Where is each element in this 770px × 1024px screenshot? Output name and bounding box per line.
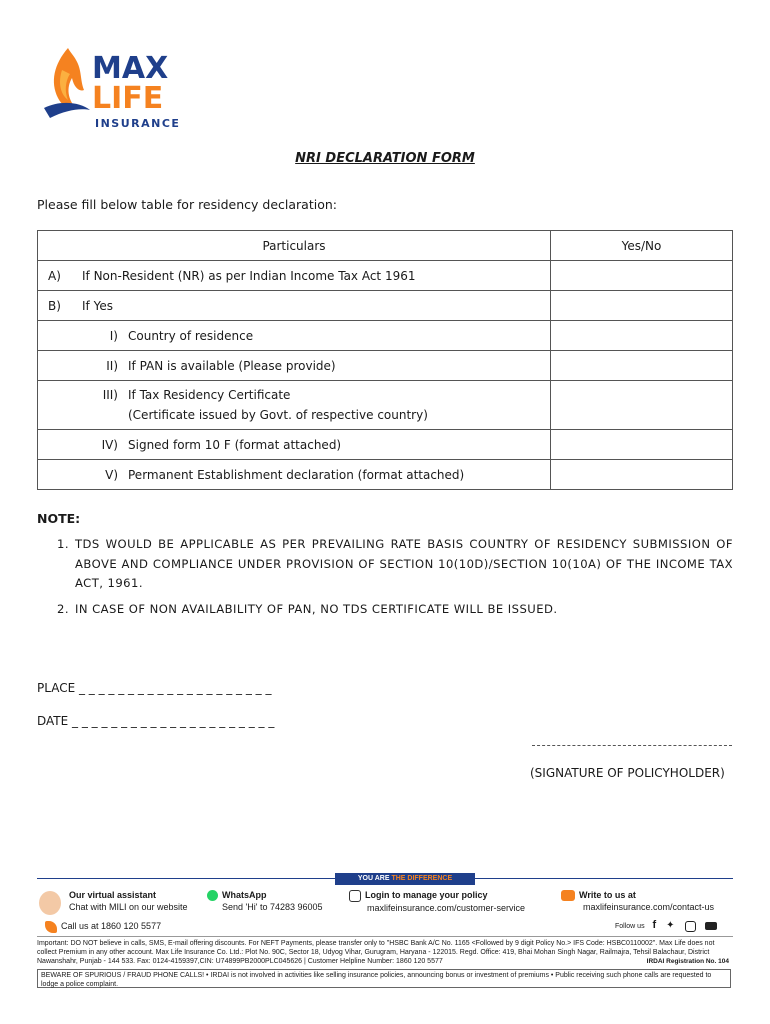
row-label: A) <box>48 268 61 283</box>
footer-rule <box>37 936 733 937</box>
table-row <box>38 261 733 291</box>
login-link[interactable]: Login to manage your policy maxlifeinsurance.com/customer-service <box>349 889 525 914</box>
twitter-icon[interactable]: ✦ <box>666 920 675 931</box>
facebook-icon[interactable]: f <box>652 919 657 931</box>
yes-no-cell[interactable] <box>551 351 733 381</box>
note-item <box>57 600 733 620</box>
note-text: TDS WOULD BE APPLICABLE AS PER PREVAILING RATE BASIS COUNTRY OF RESIDENCY SUBMISSION OF ABOVE AND COMPLIANCE UNDER PROVISION OF SECTION 10(10D)/SECTION 10(10A) OF THE INCOME TAX ACT, 1961. <box>75 537 733 590</box>
row-text: If Yes <box>82 298 113 313</box>
signature-label: (SIGNATURE OF POLICYHOLDER) <box>530 766 725 780</box>
place-field[interactable]: PLACE _ _ _ _ _ _ _ _ _ _ _ _ _ _ _ _ _ _ _ _ <box>37 681 272 695</box>
youtube-icon[interactable] <box>705 922 717 930</box>
table-row <box>38 430 733 460</box>
instagram-icon[interactable] <box>685 921 696 932</box>
svg-text:LIFE: LIFE <box>92 81 164 116</box>
whatsapp-contact[interactable]: WhatsApp Send 'Hi' to 74283 96005 <box>207 889 323 913</box>
virtual-assistant[interactable]: Our virtual assistant Chat with MILI on our website <box>39 889 188 915</box>
flame-icon <box>40 40 200 135</box>
svg-text:MAX: MAX <box>92 51 169 86</box>
row-text: If PAN is available (Please provide) <box>128 358 336 373</box>
note-number: 2. <box>57 602 69 616</box>
write-to-us-link[interactable]: Write to us at maxlifeinsurance.com/contact-us <box>561 889 714 913</box>
row-text: Country of residence <box>128 328 254 343</box>
note-text: IN CASE OF NON AVAILABILITY OF PAN, NO TDS CERTIFICATE WILL BE ISSUED. <box>75 602 558 616</box>
note-number: 1. <box>57 537 69 551</box>
row-label: IV) <box>101 437 118 452</box>
table-row <box>38 381 733 430</box>
row-label: V) <box>105 467 118 482</box>
row-label: III) <box>102 388 118 402</box>
row-label: B) <box>48 298 61 313</box>
table-row <box>38 291 733 321</box>
footer-banner: YOU ARE THE DIFFERENCE <box>335 873 475 885</box>
table-row <box>38 351 733 381</box>
row-label: II) <box>106 358 118 373</box>
signature-line[interactable] <box>532 745 732 746</box>
row-text: If Tax Residency Certificate <box>128 388 291 402</box>
header-particulars: Particulars <box>38 231 551 261</box>
assistant-avatar-icon <box>39 891 61 915</box>
table-header-row <box>38 231 733 261</box>
row-label: I) <box>109 328 118 343</box>
note-item <box>57 535 733 594</box>
residency-table <box>37 230 733 490</box>
form-title: NRI DECLARATION FORM <box>295 151 475 166</box>
date-field[interactable]: DATE _ _ _ _ _ _ _ _ _ _ _ _ _ _ _ _ _ _ _ _ _ <box>37 714 275 728</box>
irdai-registration: IRDAI Registration No. 104 <box>646 958 729 965</box>
note-heading: NOTE: <box>37 511 81 526</box>
fraud-warning: BEWARE OF SPURIOUS / FRAUD PHONE CALLS! • IRDAI is not involved in activities like selling insurance policies, announcing bonus or investment of premiums • Public receiving such phone calls are requested to lodge a police complaint. <box>37 969 731 988</box>
message-icon <box>561 890 575 901</box>
intro-text: Please fill below table for residency declaration: <box>37 197 337 212</box>
row-text: Permanent Establishment declaration (format attached) <box>128 467 465 482</box>
legal-notice: Important: DO NOT believe in calls, SMS, E-mail offering discounts. For NEFT Payments, please transfer only to "HSBC Bank A/C No. 1165 <Followed by 9 digit Policy No.> IFS Code: HSBC0110002". Max Life does not collect Premium in any other account. Max Life Insurance Co. Ltd.: Plot No. 90C, Sector 18, Udyog Vihar, Gurugram, Haryana - 122015. Regd. Office: 419, Bhai Mohan Singh Nagar, Railmajra, Tehsil Balachaur, District Nawanshahr, Punjab - 144 533. Fax: 0124-4159397,CIN: U74899PB2000PLC045626 | Customer Helpline Number: 1860 120 5577 <box>37 940 715 965</box>
row-text: If Non-Resident (NR) as per Indian Income Tax Act 1961 <box>82 268 416 283</box>
table-row <box>38 321 733 351</box>
row-text: Signed form 10 F (format attached) <box>128 437 342 452</box>
yes-no-cell[interactable] <box>551 321 733 351</box>
header-yes-no: Yes/No <box>551 231 733 261</box>
max-life-logo <box>40 40 200 135</box>
login-icon <box>349 890 361 902</box>
yes-no-cell[interactable] <box>551 381 733 430</box>
svg-text:INSURANCE: INSURANCE <box>95 117 181 130</box>
table-row <box>38 460 733 490</box>
yes-no-cell[interactable] <box>551 291 733 321</box>
whatsapp-icon <box>207 890 218 901</box>
phone-icon <box>45 921 57 933</box>
yes-no-cell[interactable] <box>551 430 733 460</box>
footer <box>37 873 733 989</box>
yes-no-cell[interactable] <box>551 261 733 291</box>
row-text-secondary: (Certificate issued by Govt. of respective country) <box>128 408 428 422</box>
follow-us: Follow us f ✦ <box>615 919 717 933</box>
call-us[interactable]: Call us at 1860 120 5577 <box>45 920 161 933</box>
yes-no-cell[interactable] <box>551 460 733 490</box>
